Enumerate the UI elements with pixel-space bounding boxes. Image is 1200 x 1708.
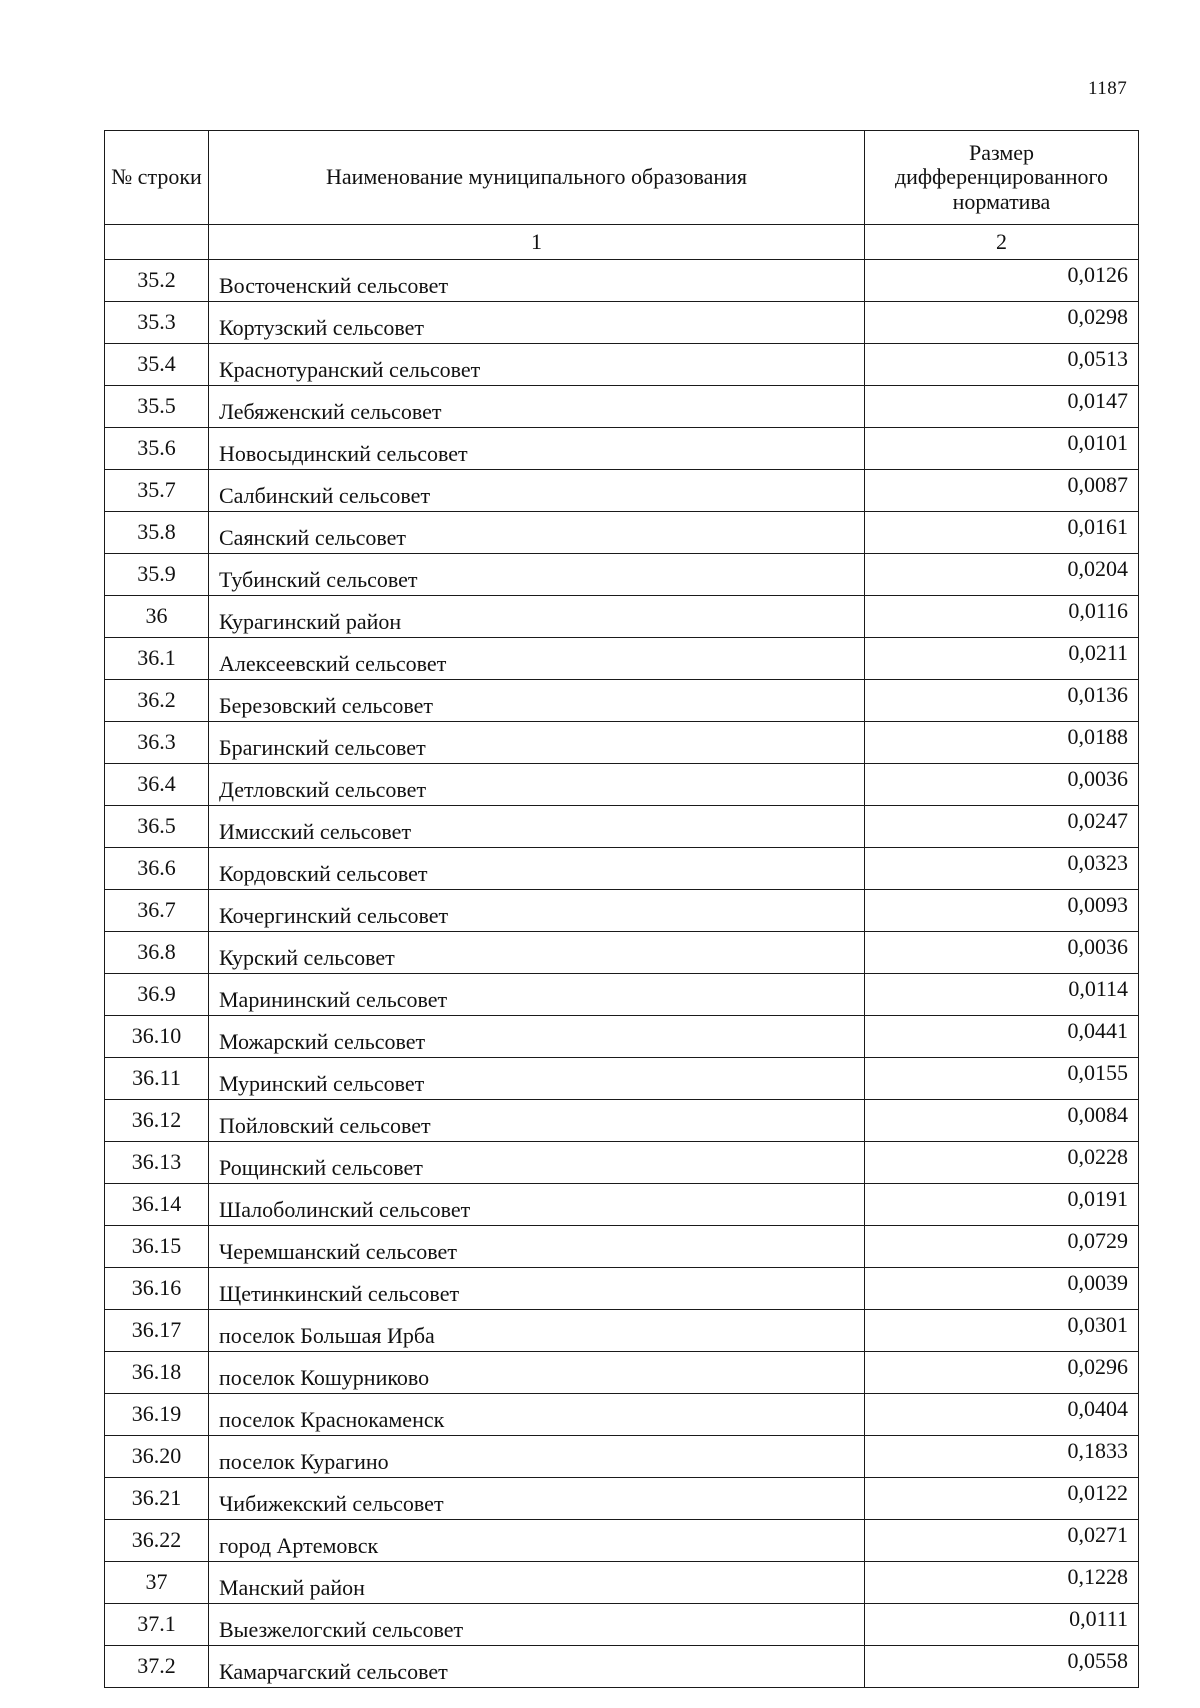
municipality-name: Восточенский сельсовет: [209, 260, 865, 302]
table-row: [105, 1436, 1139, 1478]
table-row: [105, 470, 1139, 512]
row-number: 36.1: [105, 638, 209, 680]
column-index-value: 2: [865, 225, 1139, 260]
municipality-name: Манский район: [209, 1562, 865, 1604]
municipality-name: поселок Курагино: [209, 1436, 865, 1478]
table-row: [105, 848, 1139, 890]
municipality-name: Пойловский сельсовет: [209, 1100, 865, 1142]
municipality-name: поселок Краснокаменск: [209, 1394, 865, 1436]
table-row: [105, 1184, 1139, 1226]
table-row: [105, 1058, 1139, 1100]
normative-value: 0,0093: [865, 890, 1139, 932]
normative-value: 0,0136: [865, 680, 1139, 722]
municipality-name: Камарчагский сельсовет: [209, 1646, 865, 1688]
table-row: [105, 302, 1139, 344]
table-row: [105, 428, 1139, 470]
row-number: 36.22: [105, 1520, 209, 1562]
municipality-name: Тубинский сельсовет: [209, 554, 865, 596]
normative-value: 0,0101: [865, 428, 1139, 470]
table-row: [105, 344, 1139, 386]
row-number: 35.2: [105, 260, 209, 302]
normative-value: 0,0296: [865, 1352, 1139, 1394]
normative-value: 0,0271: [865, 1520, 1139, 1562]
row-number: 36.10: [105, 1016, 209, 1058]
row-number: 36.4: [105, 764, 209, 806]
normative-value: 0,0211: [865, 638, 1139, 680]
municipality-name: Выезжелогский сельсовет: [209, 1604, 865, 1646]
municipality-name: Черемшанский сельсовет: [209, 1226, 865, 1268]
normative-value: 0,1228: [865, 1562, 1139, 1604]
normative-value: 0,0441: [865, 1016, 1139, 1058]
normative-value: 0,0301: [865, 1310, 1139, 1352]
normative-value: 0,0036: [865, 932, 1139, 974]
row-number: 36.19: [105, 1394, 209, 1436]
row-number: 36.13: [105, 1142, 209, 1184]
normative-value: 0,0155: [865, 1058, 1139, 1100]
table-row: [105, 974, 1139, 1016]
municipality-name: Новосыдинский сельсовет: [209, 428, 865, 470]
table-row: [105, 1142, 1139, 1184]
normative-value: 0,0126: [865, 260, 1139, 302]
municipality-name: Муринский сельсовет: [209, 1058, 865, 1100]
normative-value: 0,0161: [865, 512, 1139, 554]
normative-value: 0,0558: [865, 1646, 1139, 1688]
normative-value: 0,0513: [865, 344, 1139, 386]
table-row: [105, 1562, 1139, 1604]
row-number: 36.14: [105, 1184, 209, 1226]
municipality-name: Шалоболинский сельсовет: [209, 1184, 865, 1226]
row-number: 36.9: [105, 974, 209, 1016]
normative-value: 0,0147: [865, 386, 1139, 428]
column-index-row: [105, 225, 1139, 260]
row-number: 35.6: [105, 428, 209, 470]
column-index-num: [105, 225, 209, 260]
normative-value: 0,0298: [865, 302, 1139, 344]
row-number: 35.4: [105, 344, 209, 386]
row-number: 36.8: [105, 932, 209, 974]
normative-value: 0,0122: [865, 1478, 1139, 1520]
table-row: [105, 806, 1139, 848]
municipality-name: Кортузский сельсовет: [209, 302, 865, 344]
table-row: [105, 890, 1139, 932]
municipality-name: Брагинский сельсовет: [209, 722, 865, 764]
normative-value: 0,0116: [865, 596, 1139, 638]
municipality-name: Алексеевский сельсовет: [209, 638, 865, 680]
municipality-name: Салбинский сельсовет: [209, 470, 865, 512]
row-number: 36.11: [105, 1058, 209, 1100]
table-row: [105, 1310, 1139, 1352]
table-row: [105, 680, 1139, 722]
row-number: 36.15: [105, 1226, 209, 1268]
table-row: [105, 764, 1139, 806]
table-row: [105, 1604, 1139, 1646]
header-row-number: [105, 131, 209, 225]
table-row: [105, 1016, 1139, 1058]
row-number: 36.12: [105, 1100, 209, 1142]
row-number: 36.2: [105, 680, 209, 722]
row-number: 37.2: [105, 1646, 209, 1688]
table-row: [105, 1394, 1139, 1436]
table-row: [105, 1478, 1139, 1520]
table-row: [105, 1520, 1139, 1562]
row-number: 37: [105, 1562, 209, 1604]
row-number: 36.5: [105, 806, 209, 848]
table-row: [105, 1226, 1139, 1268]
municipality-name: Курский сельсовет: [209, 932, 865, 974]
municipality-name: Чибижекский сельсовет: [209, 1478, 865, 1520]
normative-value: 0,1833: [865, 1436, 1139, 1478]
municipality-name: поселок Большая Ирба: [209, 1310, 865, 1352]
table-header-row: [105, 131, 1139, 225]
table-row: [105, 260, 1139, 302]
row-number: 36.21: [105, 1478, 209, 1520]
table-row: [105, 1100, 1139, 1142]
normative-value: 0,0111: [865, 1604, 1139, 1646]
municipality-name: Кордовский сельсовет: [209, 848, 865, 890]
municipality-name: Имисский сельсовет: [209, 806, 865, 848]
row-number: 36.18: [105, 1352, 209, 1394]
normative-value: 0,0204: [865, 554, 1139, 596]
normative-value: 0,0228: [865, 1142, 1139, 1184]
row-number: 36.17: [105, 1310, 209, 1352]
municipality-name: Щетинкинский сельсовет: [209, 1268, 865, 1310]
table-row: [105, 1352, 1139, 1394]
normative-value: 0,0247: [865, 806, 1139, 848]
municipality-name: Кочергинский сельсовет: [209, 890, 865, 932]
row-number: 35.5: [105, 386, 209, 428]
municipality-name: Марининский сельсовет: [209, 974, 865, 1016]
row-number: 35.9: [105, 554, 209, 596]
table-row: [105, 638, 1139, 680]
normative-value: 0,0087: [865, 470, 1139, 512]
header-municipality-name: [209, 131, 865, 225]
row-number: 36.20: [105, 1436, 209, 1478]
municipality-name: Курагинский район: [209, 596, 865, 638]
normative-value: 0,0114: [865, 974, 1139, 1016]
header-municipality-name-label: Наименование муниципального образования: [325, 164, 748, 190]
table-row: [105, 722, 1139, 764]
normative-value: 0,0036: [865, 764, 1139, 806]
header-normative-size: [865, 131, 1139, 225]
municipality-name: Саянский сельсовет: [209, 512, 865, 554]
normative-value: 0,0188: [865, 722, 1139, 764]
row-number: 37.1: [105, 1604, 209, 1646]
table-row: [105, 1646, 1139, 1688]
row-number: 36: [105, 596, 209, 638]
municipality-name: Березовский сельсовет: [209, 680, 865, 722]
municipality-name: поселок Кошурниково: [209, 1352, 865, 1394]
row-number: 36.3: [105, 722, 209, 764]
municipality-name: Рощинский сельсовет: [209, 1142, 865, 1184]
row-number: 36.16: [105, 1268, 209, 1310]
row-number: 35.8: [105, 512, 209, 554]
row-number: 35.7: [105, 470, 209, 512]
table-row: [105, 554, 1139, 596]
table-row: [105, 932, 1139, 974]
table-row: [105, 596, 1139, 638]
normative-table: [104, 130, 1139, 1688]
table-row: [105, 512, 1139, 554]
header-normative-size-label: Размер дифференцированного норматива: [894, 140, 1109, 214]
municipality-name: Можарский сельсовет: [209, 1016, 865, 1058]
table-row: [105, 1268, 1139, 1310]
normative-value: 0,0039: [865, 1268, 1139, 1310]
row-number: 35.3: [105, 302, 209, 344]
column-index-name: 1: [209, 225, 865, 260]
municipality-name: город Артемовск: [209, 1520, 865, 1562]
header-row-number-label: № строки: [111, 164, 202, 190]
normative-value: 0,0084: [865, 1100, 1139, 1142]
row-number: 36.7: [105, 890, 209, 932]
normative-value: 0,0729: [865, 1226, 1139, 1268]
normative-value: 0,0323: [865, 848, 1139, 890]
municipality-name: Краснотуранский сельсовет: [209, 344, 865, 386]
normative-value: 0,0191: [865, 1184, 1139, 1226]
normative-value: 0,0404: [865, 1394, 1139, 1436]
page-number: 1187: [1088, 78, 1128, 99]
municipality-name: Лебяженский сельсовет: [209, 386, 865, 428]
municipality-name: Детловский сельсовет: [209, 764, 865, 806]
table-row: [105, 386, 1139, 428]
row-number: 36.6: [105, 848, 209, 890]
